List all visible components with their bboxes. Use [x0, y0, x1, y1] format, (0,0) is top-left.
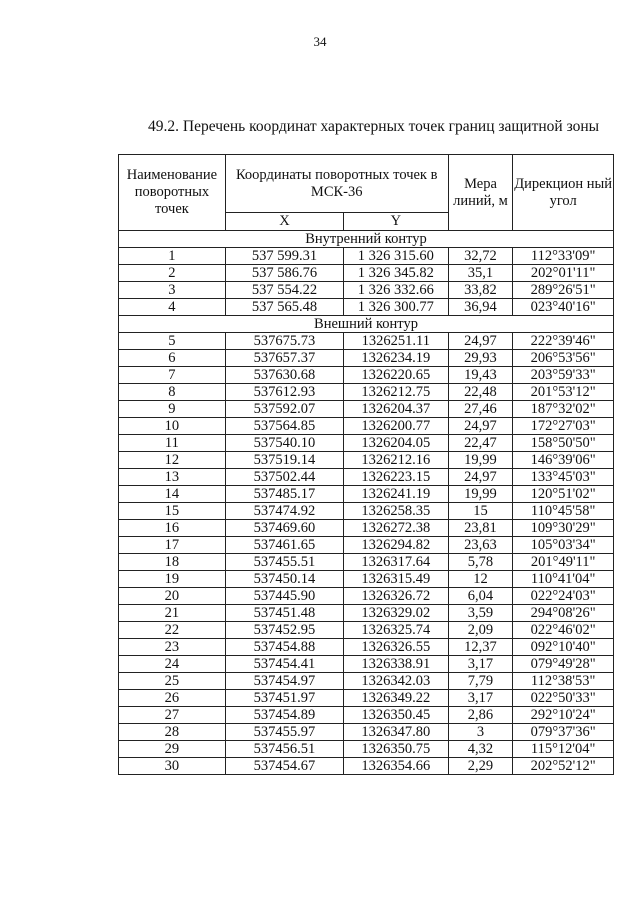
table-body: [119, 231, 614, 775]
cell-x: 537455.51: [225, 554, 343, 571]
cell-point-number: 24: [119, 656, 226, 673]
cell-direction-angle: 289°26'51": [513, 282, 614, 299]
cell-line-length: 33,82: [448, 282, 513, 299]
cell-x: 537456.51: [225, 741, 343, 758]
table-row: [119, 673, 614, 690]
cell-line-length: 22,48: [448, 384, 513, 401]
cell-direction-angle: 222°39'46": [513, 333, 614, 350]
cell-x: 537 586.76: [225, 265, 343, 282]
cell-x: 537454.89: [225, 707, 343, 724]
cell-direction-angle: 115°12'04": [513, 741, 614, 758]
cell-point-number: 21: [119, 605, 226, 622]
cell-direction-angle: 022°24'03": [513, 588, 614, 605]
table-row: [119, 622, 614, 639]
table-row: [119, 639, 614, 656]
cell-direction-angle: 022°46'02": [513, 622, 614, 639]
cell-line-length: 24,97: [448, 418, 513, 435]
cell-line-length: 24,97: [448, 333, 513, 350]
cell-point-number: 28: [119, 724, 226, 741]
cell-line-length: 12: [448, 571, 513, 588]
table-row: [119, 248, 614, 265]
cell-x: 537455.97: [225, 724, 343, 741]
cell-x: 537592.07: [225, 401, 343, 418]
cell-line-length: 4,32: [448, 741, 513, 758]
table-row: [119, 503, 614, 520]
cell-line-length: 23,63: [448, 537, 513, 554]
cell-line-length: 2,29: [448, 758, 513, 775]
cell-point-number: 9: [119, 401, 226, 418]
table-row: [119, 350, 614, 367]
cell-line-length: 19,43: [448, 367, 513, 384]
cell-line-length: 2,86: [448, 707, 513, 724]
table-row: [119, 656, 614, 673]
cell-y: 1326204.37: [344, 401, 449, 418]
table-row: [119, 571, 614, 588]
cell-line-length: 3,17: [448, 656, 513, 673]
cell-y: 1326204.05: [344, 435, 449, 452]
cell-point-number: 27: [119, 707, 226, 724]
cell-direction-angle: 202°52'12": [513, 758, 614, 775]
cell-x: 537630.68: [225, 367, 343, 384]
table-row: [119, 435, 614, 452]
cell-direction-angle: 112°38'53": [513, 673, 614, 690]
table-row: [119, 282, 614, 299]
cell-point-number: 22: [119, 622, 226, 639]
cell-x: 537454.67: [225, 758, 343, 775]
cell-x: 537612.93: [225, 384, 343, 401]
cell-direction-angle: 079°49'28": [513, 656, 614, 673]
cell-line-length: 23,81: [448, 520, 513, 537]
cell-y: 1326326.72: [344, 588, 449, 605]
cell-point-number: 23: [119, 639, 226, 656]
section-row: [119, 231, 614, 248]
table-row: [119, 367, 614, 384]
cell-x: 537454.88: [225, 639, 343, 656]
cell-line-length: 3,17: [448, 690, 513, 707]
cell-y: 1326234.19: [344, 350, 449, 367]
cell-x: 537540.10: [225, 435, 343, 452]
cell-direction-angle: 133°45'03": [513, 469, 614, 486]
cell-x: 537 554.22: [225, 282, 343, 299]
cell-x: 537485.17: [225, 486, 343, 503]
cell-line-length: 19,99: [448, 452, 513, 469]
cell-y: 1 326 332.66: [344, 282, 449, 299]
cell-point-number: 25: [119, 673, 226, 690]
section-title: Внешний контур: [119, 316, 614, 333]
cell-line-length: 36,94: [448, 299, 513, 316]
table-row: [119, 537, 614, 554]
header-x: X: [225, 213, 343, 231]
cell-direction-angle: 112°33'09": [513, 248, 614, 265]
cell-point-number: 5: [119, 333, 226, 350]
table-row: [119, 741, 614, 758]
cell-x: 537675.73: [225, 333, 343, 350]
cell-direction-angle: 110°41'04": [513, 571, 614, 588]
header-point-name: Наименование поворотных точек: [119, 155, 226, 231]
cell-direction-angle: 079°37'36": [513, 724, 614, 741]
table-row: [119, 707, 614, 724]
cell-y: 1326241.19: [344, 486, 449, 503]
cell-y: 1 326 345.82: [344, 265, 449, 282]
table-row: [119, 486, 614, 503]
cell-y: 1326338.91: [344, 656, 449, 673]
table-row: [119, 520, 614, 537]
cell-direction-angle: 201°49'11": [513, 554, 614, 571]
cell-point-number: 12: [119, 452, 226, 469]
cell-point-number: 13: [119, 469, 226, 486]
cell-y: 1 326 315.60: [344, 248, 449, 265]
cell-line-length: 3: [448, 724, 513, 741]
cell-line-length: 27,46: [448, 401, 513, 418]
table-row: [119, 605, 614, 622]
cell-y: 1326212.16: [344, 452, 449, 469]
table-row: [119, 588, 614, 605]
cell-line-length: 24,97: [448, 469, 513, 486]
cell-x: 537502.44: [225, 469, 343, 486]
cell-point-number: 18: [119, 554, 226, 571]
cell-y: 1326317.64: [344, 554, 449, 571]
cell-direction-angle: 206°53'56": [513, 350, 614, 367]
cell-x: 537452.95: [225, 622, 343, 639]
cell-direction-angle: 022°50'33": [513, 690, 614, 707]
page-number: 34: [313, 34, 327, 49]
header-line-length: Мера линий, м: [448, 155, 513, 231]
cell-y: 1 326 300.77: [344, 299, 449, 316]
cell-point-number: 29: [119, 741, 226, 758]
cell-direction-angle: 201°53'12": [513, 384, 614, 401]
cell-point-number: 19: [119, 571, 226, 588]
cell-point-number: 10: [119, 418, 226, 435]
cell-point-number: 26: [119, 690, 226, 707]
table-row: [119, 384, 614, 401]
cell-line-length: 12,37: [448, 639, 513, 656]
cell-y: 1326325.74: [344, 622, 449, 639]
header-direction-angle: Дирекцион ный угол: [513, 155, 614, 231]
section-row: [119, 316, 614, 333]
cell-point-number: 16: [119, 520, 226, 537]
cell-direction-angle: 023°40'16": [513, 299, 614, 316]
cell-line-length: 5,78: [448, 554, 513, 571]
cell-line-length: 22,47: [448, 435, 513, 452]
cell-x: 537454.41: [225, 656, 343, 673]
table-row: [119, 758, 614, 775]
cell-x: 537474.92: [225, 503, 343, 520]
header-y: Y: [344, 213, 449, 231]
cell-y: 1326342.03: [344, 673, 449, 690]
cell-line-length: 35,1: [448, 265, 513, 282]
cell-direction-angle: 187°32'02": [513, 401, 614, 418]
cell-x: 537461.65: [225, 537, 343, 554]
cell-x: 537454.97: [225, 673, 343, 690]
cell-point-number: 8: [119, 384, 226, 401]
cell-point-number: 30: [119, 758, 226, 775]
cell-x: 537469.60: [225, 520, 343, 537]
cell-y: 1326223.15: [344, 469, 449, 486]
cell-x: 537519.14: [225, 452, 343, 469]
table-row: [119, 724, 614, 741]
cell-direction-angle: 292°10'24": [513, 707, 614, 724]
cell-x: 537445.90: [225, 588, 343, 605]
cell-y: 1326220.65: [344, 367, 449, 384]
cell-y: 1326212.75: [344, 384, 449, 401]
cell-direction-angle: 158°50'50": [513, 435, 614, 452]
cell-direction-angle: 202°01'11": [513, 265, 614, 282]
cell-x: 537657.37: [225, 350, 343, 367]
cell-line-length: 7,79: [448, 673, 513, 690]
cell-y: 1326349.22: [344, 690, 449, 707]
section-title: Внутренний контур: [119, 231, 614, 248]
cell-y: 1326258.35: [344, 503, 449, 520]
cell-line-length: 6,04: [448, 588, 513, 605]
cell-direction-angle: 109°30'29": [513, 520, 614, 537]
cell-x: 537451.48: [225, 605, 343, 622]
cell-line-length: 3,59: [448, 605, 513, 622]
cell-direction-angle: 105°03'34": [513, 537, 614, 554]
cell-y: 1326272.38: [344, 520, 449, 537]
cell-x: 537 599.31: [225, 248, 343, 265]
table-row: [119, 418, 614, 435]
cell-direction-angle: 203°59'33": [513, 367, 614, 384]
table-row: [119, 333, 614, 350]
table-row: [119, 299, 614, 316]
cell-point-number: 4: [119, 299, 226, 316]
cell-point-number: 6: [119, 350, 226, 367]
table-row: [119, 452, 614, 469]
cell-direction-angle: 294°08'26": [513, 605, 614, 622]
table-row: [119, 554, 614, 571]
cell-y: 1326350.45: [344, 707, 449, 724]
header-coordinates: Координаты поворотных точек в МСК-36: [225, 155, 448, 213]
cell-line-length: 29,93: [448, 350, 513, 367]
table-row: [119, 469, 614, 486]
cell-line-length: 2,09: [448, 622, 513, 639]
cell-point-number: 17: [119, 537, 226, 554]
cell-direction-angle: 146°39'06": [513, 452, 614, 469]
cell-point-number: 20: [119, 588, 226, 605]
cell-y: 1326294.82: [344, 537, 449, 554]
cell-y: 1326354.66: [344, 758, 449, 775]
table-row: [119, 265, 614, 282]
cell-y: 1326315.49: [344, 571, 449, 588]
table-row: [119, 690, 614, 707]
cell-y: 1326350.75: [344, 741, 449, 758]
cell-point-number: 1: [119, 248, 226, 265]
cell-line-length: 32,72: [448, 248, 513, 265]
cell-x: 537 565.48: [225, 299, 343, 316]
cell-x: 537451.97: [225, 690, 343, 707]
cell-x: 537450.14: [225, 571, 343, 588]
cell-point-number: 7: [119, 367, 226, 384]
cell-y: 1326329.02: [344, 605, 449, 622]
cell-x: 537564.85: [225, 418, 343, 435]
cell-point-number: 15: [119, 503, 226, 520]
cell-y: 1326251.11: [344, 333, 449, 350]
cell-direction-angle: 110°45'58": [513, 503, 614, 520]
cell-direction-angle: 092°10'40": [513, 639, 614, 656]
page-title: 49.2. Перечень координат характерных точек границ защитной зоны: [148, 118, 600, 135]
cell-line-length: 19,99: [448, 486, 513, 503]
cell-y: 1326326.55: [344, 639, 449, 656]
cell-point-number: 3: [119, 282, 226, 299]
cell-line-length: 15: [448, 503, 513, 520]
table-row: [119, 401, 614, 418]
cell-point-number: 2: [119, 265, 226, 282]
cell-y: 1326200.77: [344, 418, 449, 435]
coordinates-table: [118, 154, 614, 775]
cell-direction-angle: 172°27'03": [513, 418, 614, 435]
cell-y: 1326347.80: [344, 724, 449, 741]
cell-point-number: 11: [119, 435, 226, 452]
cell-point-number: 14: [119, 486, 226, 503]
cell-direction-angle: 120°51'02": [513, 486, 614, 503]
